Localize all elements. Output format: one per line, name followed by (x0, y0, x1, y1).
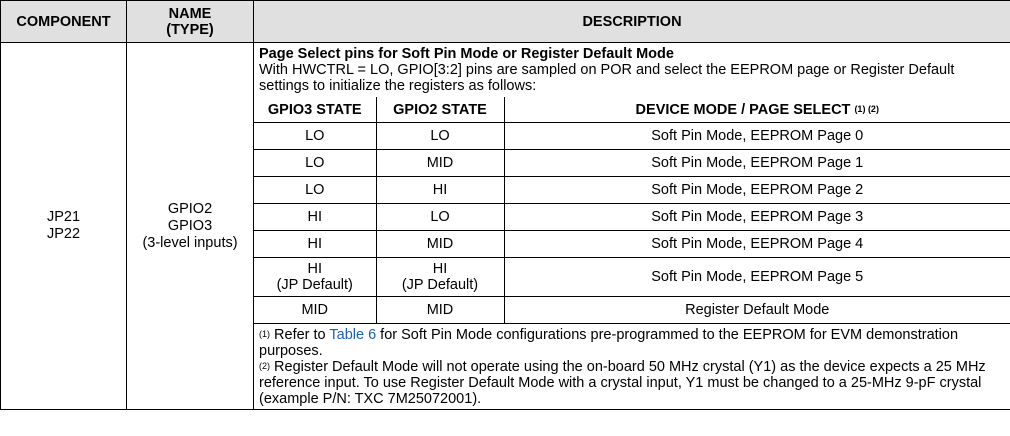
component-jp22: JP22 (46, 226, 81, 242)
notes-row (254, 324, 1010, 410)
table-row (254, 258, 1010, 297)
note-1-marker: (1) (259, 329, 270, 339)
header-component: COMPONENT (1, 1, 127, 43)
description-title: Page Select pins for Soft Pin Mode or Register Default Mode (259, 46, 674, 62)
table-row (254, 204, 1010, 231)
gpio3-state-default: (JP Default) (276, 277, 353, 293)
gpio2-state: MID (376, 297, 504, 324)
gpio3-state (254, 258, 376, 297)
gpio2-state: LO (376, 204, 504, 231)
gpio2-state: MID (376, 231, 504, 258)
gpio2-state: LO (376, 123, 504, 150)
gpio2-state-default: (JP Default) (401, 277, 479, 293)
gpio3-state: HI (254, 231, 376, 258)
description-text: With HWCTRL = LO, GPIO[3:2] pins are sampled on POR and select the EEPROM page or Register Default settings to initialize the registers as follows: (259, 62, 955, 94)
header-device-mode-notes: (1) (2) (854, 103, 879, 114)
table-row (254, 231, 1010, 258)
header-name-line2: (TYPE) (166, 21, 214, 38)
name-type: (3-level inputs) (142, 234, 238, 251)
name-cell (127, 43, 254, 410)
device-mode: Soft Pin Mode, EEPROM Page 3 (504, 204, 1010, 231)
header-device-mode (504, 97, 1010, 123)
table-row (1, 43, 1010, 410)
header-description: DESCRIPTION (254, 1, 1010, 43)
component-cell (1, 43, 127, 410)
table-header-row (1, 1, 1010, 43)
header-gpio2-state: GPIO2 STATE (376, 97, 504, 123)
header-name (127, 1, 254, 43)
device-mode: Soft Pin Mode, EEPROM Page 2 (504, 177, 1010, 204)
gpio2-state: HI (376, 177, 504, 204)
header-name-line1: NAME (168, 5, 212, 22)
gpio2-state: MID (376, 150, 504, 177)
note-1 (259, 327, 1005, 359)
header-device-mode-label: DEVICE MODE / PAGE SELECT (635, 101, 851, 118)
device-mode: Register Default Mode (504, 297, 1010, 324)
note-2-marker: (2) (259, 361, 270, 371)
gpio3-state: LO (254, 177, 376, 204)
gpio3-state: MID (254, 297, 376, 324)
component-jp21: JP21 (46, 209, 81, 225)
device-mode: Soft Pin Mode, EEPROM Page 4 (504, 231, 1010, 258)
gpio2-state-value: HI (432, 261, 448, 277)
device-mode: Soft Pin Mode, EEPROM Page 0 (504, 123, 1010, 150)
name-gpio2: GPIO2 (167, 200, 213, 217)
gpio2-state (376, 258, 504, 297)
table-notes (254, 324, 1010, 410)
description-cell (254, 43, 1010, 410)
gpio3-state: HI (254, 204, 376, 231)
table-row (254, 123, 1010, 150)
header-gpio3-state: GPIO3 STATE (254, 97, 376, 123)
gpio3-state: LO (254, 150, 376, 177)
table-row (254, 177, 1010, 204)
note-1-before: Refer to (270, 327, 330, 343)
note-2 (259, 359, 1005, 407)
table-6-link[interactable]: Table 6 (329, 327, 377, 343)
gpio3-state: LO (254, 123, 376, 150)
note-1-after: for Soft Pin Mode configurations pre-programmed to the EEPROM for EVM demonstration purposes. (259, 327, 959, 359)
name-gpio3: GPIO3 (167, 217, 213, 234)
gpio3-state-value: HI (307, 261, 322, 277)
device-mode: Soft Pin Mode, EEPROM Page 5 (504, 258, 1010, 297)
page-select-header-row (254, 97, 1010, 123)
description-intro (254, 43, 1010, 97)
page-select-table (254, 97, 1010, 409)
note-2-text: Register Default Mode will not operate using the on-board 50 MHz crystal (Y1) as the device expects a 25 MHz reference input. To use Register Default Mode with a crystal input, Y1 must be changed to a 25-MHz 9-pF crystal (example P/N: TXC 7M25072001). (259, 359, 986, 407)
device-mode: Soft Pin Mode, EEPROM Page 1 (504, 150, 1010, 177)
table-row (254, 297, 1010, 324)
table-row (254, 150, 1010, 177)
